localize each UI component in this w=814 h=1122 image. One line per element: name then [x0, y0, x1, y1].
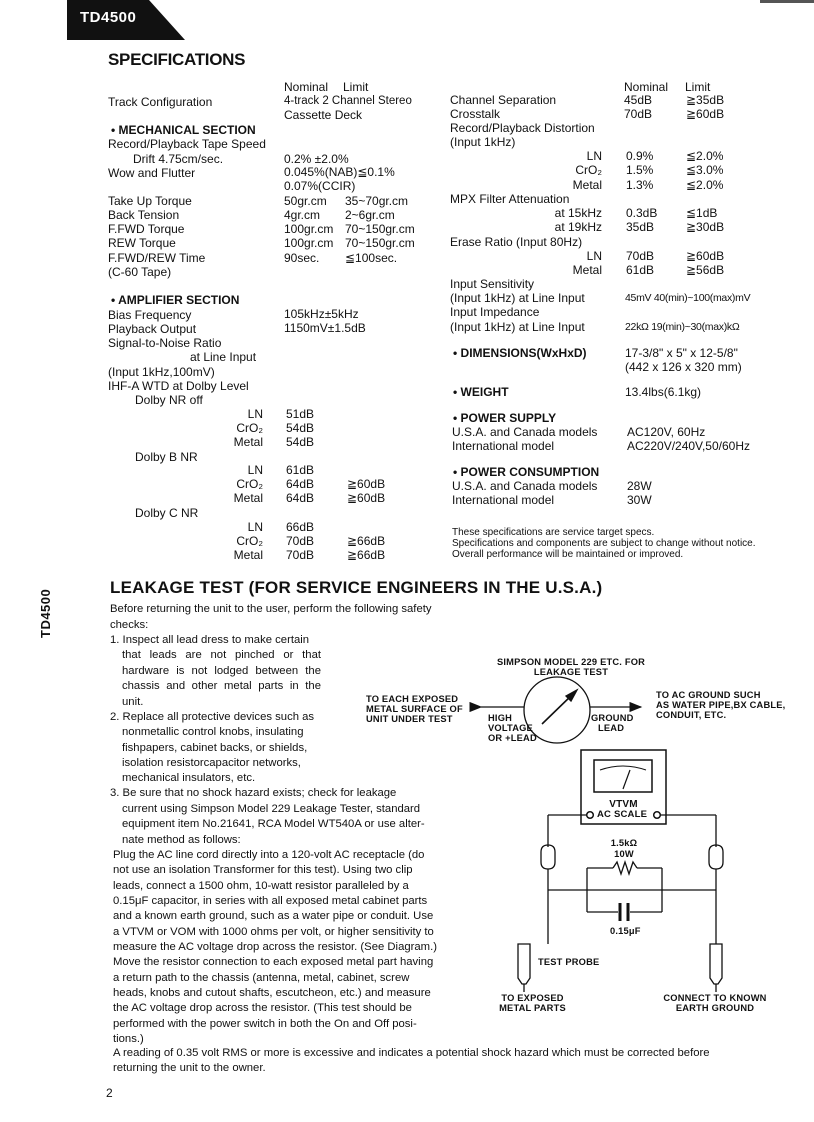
side-model-label: TD4500	[38, 588, 53, 638]
mechanical-section-heading: • MECHANICAL SECTION	[111, 123, 256, 137]
dolby-c-nominal: 70dB	[286, 534, 315, 548]
body-line: a return path to the chassis (antenna, metal, cabinet, screw	[113, 972, 410, 984]
intro-line: Before returning the unit to the user, perform the following safety	[110, 603, 432, 615]
weight-value: 13.4lbs(6.1kg)	[625, 385, 702, 399]
body-line: heads, knobs and cutout shafts, escutcheon, etc.) and measure	[113, 987, 431, 999]
body-line: tions.)	[113, 1033, 144, 1045]
body-line: 0.15μF capacitor, in series with all exposed metal cabinet parts	[113, 895, 428, 907]
left-limit-header: Limit	[343, 80, 369, 94]
wow-flutter-value-1: 0.045%(NAB)≦0.1%	[284, 165, 395, 179]
model-tab-label: TD4500	[80, 9, 137, 26]
right-limit-header: Limit	[685, 80, 711, 94]
ffwd-torque-label: F.FWD Torque	[108, 222, 185, 236]
dimensions-value-1: 17-3/8" x 5" x 12-5/8"	[625, 346, 738, 360]
final-line: returning the unit to the owner.	[113, 1062, 266, 1074]
test-probe-label: TEST PROBE	[538, 957, 600, 967]
at-line-input-label: at Line Input	[190, 350, 257, 364]
wow-flutter-value-2: 0.07%(CCIR)	[284, 179, 356, 193]
item2-line: fishpapers, cabinet backs, or shields,	[122, 742, 308, 754]
item2-line: isolation resistorcapacitor networks,	[122, 757, 301, 769]
distortion-nominal: 1.5%	[626, 163, 654, 177]
weight-heading: • WEIGHT	[453, 385, 509, 399]
power-supply-us-value: AC120V, 60Hz	[627, 425, 706, 439]
mpx-nominal: 0.3dB	[626, 206, 658, 220]
input-1khz-100mv-label: (Input 1kHz,100mV)	[108, 365, 215, 379]
input-impedance-label: Input Impedance	[450, 305, 540, 319]
to-exposed-label: METAL PARTS	[499, 1003, 566, 1013]
to-exposed-label: TO EXPOSED	[501, 993, 564, 1003]
power-supply-intl-label: International model	[452, 439, 555, 453]
dolby-b-limit: ≧60dB	[347, 491, 386, 505]
to-each-label: METAL SURFACE OF	[366, 704, 463, 714]
body-line: leads, connect a 1500 ohm, 10-watt resistor paralleled by a	[113, 880, 409, 892]
item2-line: mechanical insulators, etc.	[122, 772, 256, 784]
track-config-value-1: 4-track 2 Channel Stereo	[284, 95, 412, 107]
resistor-label: 1.5kΩ	[610, 838, 638, 848]
playback-output-value: 1150mV±1.5dB	[284, 321, 366, 335]
ffwd-torque-nominal: 100gr.cm	[284, 222, 334, 236]
body-line: performed with the power switch in both the On and Off posi-	[113, 1018, 417, 1030]
item1-line: hardware is not lodged between the	[122, 665, 321, 677]
body-line: Plug the AC line cord directly into a 120-volt AC receptacle (do	[113, 849, 425, 861]
crosstalk-limit: ≧60dB	[686, 107, 725, 121]
ihfa-wtd-label: IHF-A WTD at Dolby Level	[108, 379, 249, 393]
rew-torque-nominal: 100gr.cm	[284, 236, 334, 250]
erase-limit: ≧56dB	[686, 263, 725, 277]
item1-line: 1. Inspect all lead dress to make certain	[110, 634, 310, 646]
high-voltage-label: OR +LEAD	[488, 733, 537, 743]
page-number: 2	[106, 1086, 113, 1100]
distortion-limit: ≦2.0%	[686, 149, 724, 163]
body-line: the AC voltage drop across the resistor. (This test should be	[113, 1002, 412, 1014]
body-line: and a known earth ground, such as a water pipe or conduit. Use	[113, 910, 434, 922]
dolby-off-nominal: 54dB	[286, 421, 315, 435]
dolby-c-tape: CrO₂	[236, 534, 263, 548]
high-voltage-label: VOLTAGE	[488, 723, 533, 733]
simpson-label-2: LEAKAGE TEST	[533, 667, 609, 677]
distortion-nominal: 0.9%	[626, 149, 654, 163]
dolby-off-tape: LN	[247, 407, 263, 421]
dolby-off-nominal: 54dB	[286, 435, 315, 449]
spec-note-line: These specifications are service target specs.	[452, 527, 655, 538]
body-line: not use an isolation Transformer for this test). Using two clip	[113, 864, 413, 876]
erase-nominal: 61dB	[626, 263, 655, 277]
track-config-value-2: Cassette Deck	[284, 108, 363, 122]
spec-note-line: Specifications and components are subject to change without notice.	[452, 538, 756, 549]
test-probe-right	[710, 944, 722, 992]
resistor-symbol	[587, 862, 662, 874]
to-each-label: TO EACH EXPOSED	[366, 694, 459, 704]
dolby-b-tape: Metal	[233, 491, 263, 505]
dolby-c-nominal: 70dB	[286, 548, 315, 562]
erase-ratio-label: Erase Ratio (Input 80Hz)	[450, 235, 583, 249]
mpx-filter-label: MPX Filter Attenuation	[450, 192, 570, 206]
dolby-b-nr-label: Dolby B NR	[135, 450, 198, 464]
c60-tape-label: (C-60 Tape)	[108, 265, 172, 279]
dolby-b-tape: CrO₂	[236, 477, 263, 491]
capacitor-symbol	[587, 903, 662, 921]
impedance-line-label: (Input 1kHz) at Line Input	[450, 320, 585, 334]
dolby-b-tape: LN	[247, 463, 263, 477]
to-ac-ground-label: TO AC GROUND SUCH	[656, 690, 761, 700]
mpx-freq: at 19kHz	[554, 220, 602, 234]
to-ac-ground-label: AS WATER PIPE,BX CABLE,	[656, 700, 786, 710]
high-voltage-label: HIGH	[488, 713, 513, 723]
mpx-nominal: 35dB	[626, 220, 655, 234]
power-supply-us-label: U.S.A. and Canada models	[452, 425, 598, 439]
bias-frequency-label: Bias Frequency	[108, 308, 192, 322]
dolby-b-nominal: 64dB	[286, 477, 315, 491]
left-nominal-header: Nominal	[284, 80, 329, 94]
drift-label: Drift 4.75cm/sec.	[133, 152, 224, 166]
power-consumption-intl-label: International model	[452, 493, 555, 507]
test-probe-left	[518, 944, 530, 992]
drift-value: 0.2% ±2.0%	[284, 152, 349, 166]
takeup-torque-limit: 35~70gr.cm	[345, 194, 409, 208]
impedance-value: 22kΩ 19(min)~30(max)kΩ	[625, 321, 740, 333]
connect-earth-label: EARTH GROUND	[675, 1003, 755, 1013]
distortion-tape: Metal	[572, 178, 602, 192]
dolby-off-nominal: 51dB	[286, 407, 315, 421]
mpx-limit: ≧30dB	[686, 220, 725, 234]
power-consumption-us-value: 28W	[627, 479, 652, 493]
amplifier-section-heading: • AMPLIFIER SECTION	[111, 293, 240, 307]
item1-line: unit.	[122, 696, 144, 708]
body-line: Move the resistor connection to each exposed metal part having	[113, 956, 434, 968]
intro-line: checks:	[110, 619, 149, 631]
ffwd-torque-limit: 70~150gr.cm	[345, 222, 415, 236]
body-line: a VTVM or VOM with 1000 ohms per volt, or higher sensitivity to	[113, 926, 434, 938]
sensitivity-value: 45mV 40(min)~100(max)mV	[625, 292, 751, 304]
distortion-limit: ≦2.0%	[686, 178, 724, 192]
dolby-b-limit: ≧60dB	[347, 477, 386, 491]
channel-separation-label: Channel Separation	[450, 93, 557, 107]
ffwd-rew-time-nominal: 90sec.	[284, 251, 320, 265]
crosstalk-nominal: 70dB	[624, 107, 653, 121]
distortion-input-label: (Input 1kHz)	[450, 135, 516, 149]
tape-speed-label: Record/Playback Tape Speed	[108, 137, 266, 151]
ffwd-rew-time-limit: ≦100sec.	[345, 251, 398, 265]
ground-lead-label: GROUND	[591, 713, 634, 723]
bias-frequency-value: 105kHz±5kHz	[284, 307, 359, 321]
power-supply-heading: • POWER SUPPLY	[453, 411, 557, 425]
distortion-limit: ≦3.0%	[686, 163, 724, 177]
distortion-label: Record/Playback Distortion	[450, 121, 595, 135]
simpson-label-1: SIMPSON MODEL 229 ETC. FOR	[496, 657, 646, 667]
to-ac-ground-label: CONDUIT, ETC.	[656, 710, 727, 720]
crosstalk-label: Crosstalk	[450, 107, 501, 121]
rew-torque-limit: 70~150gr.cm	[345, 236, 415, 250]
back-tension-nominal: 4gr.cm	[284, 208, 321, 222]
item1-line: that leads are not pinched or that	[122, 649, 321, 661]
ffwd-rew-time-label: F.FWD/REW Time	[108, 251, 206, 265]
dolby-off-tape: CrO₂	[236, 421, 263, 435]
erase-nominal: 70dB	[626, 249, 655, 263]
channel-separation-limit: ≧35dB	[686, 93, 725, 107]
takeup-torque-nominal: 50gr.cm	[284, 194, 327, 208]
item2-line: 2. Replace all protective devices such as	[110, 711, 315, 723]
vtvm-label: VTVM	[609, 799, 638, 810]
ground-lead-label: LEAD	[598, 723, 625, 733]
item1-line: chassis and other metal parts in the	[122, 680, 321, 692]
channel-separation-nominal: 45dB	[624, 93, 653, 107]
final-line: A reading of 0.35 volt RMS or more is excessive and indicates a potential shock hazard which must be corrected before	[113, 1047, 710, 1059]
back-tension-limit: 2~6gr.cm	[345, 208, 395, 222]
playback-output-label: Playback Output	[108, 322, 197, 336]
erase-limit: ≧60dB	[686, 249, 725, 263]
distortion-tape: LN	[586, 149, 602, 163]
power-consumption-heading: • POWER CONSUMPTION	[453, 465, 600, 479]
input-sensitivity-label: Input Sensitivity	[450, 277, 535, 291]
item3-line: equipment item No.21641, RCA Model WT540A or use alter-	[122, 818, 425, 830]
circuit-wiring	[541, 815, 723, 944]
erase-tape: LN	[586, 249, 602, 263]
dimensions-value-2: (442 x 126 x 320 mm)	[625, 360, 742, 374]
to-each-label: UNIT UNDER TEST	[366, 714, 453, 724]
power-consumption-intl-value: 30W	[627, 493, 652, 507]
item3-line: 3. Be sure that no shock hazard exists; check for leakage	[110, 787, 397, 799]
dolby-b-nominal: 61dB	[286, 463, 315, 477]
body-line: measure the AC voltage drop across the resistor. (See Diagram.)	[113, 941, 437, 953]
mpx-freq: at 15kHz	[554, 206, 602, 220]
dolby-c-tape: Metal	[233, 548, 263, 562]
item2-line: nonmetallic control knobs, insulating	[122, 726, 304, 738]
resistor-label: 10W	[614, 849, 634, 859]
dolby-nr-off-label: Dolby NR off	[135, 393, 203, 407]
rew-torque-label: REW Torque	[108, 236, 176, 250]
item3-line: current using Simpson Model 229 Leakage Tester, standard	[122, 803, 421, 815]
back-tension-label: Back Tension	[108, 208, 180, 222]
dolby-c-tape: LN	[247, 520, 263, 534]
dolby-c-nominal: 66dB	[286, 520, 315, 534]
dolby-c-limit: ≧66dB	[347, 548, 386, 562]
item3-line: nate method as follows:	[122, 834, 241, 846]
dimensions-heading: • DIMENSIONS(WxHxD)	[453, 346, 587, 360]
right-nominal-header: Nominal	[624, 80, 669, 94]
distortion-nominal: 1.3%	[626, 178, 654, 192]
power-supply-intl-value: AC220V/240V,50/60Hz	[627, 439, 750, 453]
mpx-limit: ≦1dB	[686, 206, 718, 220]
leakage-test-heading: LEAKAGE TEST (FOR SERVICE ENGINEERS IN THE U.S.A.)	[110, 578, 603, 597]
distortion-tape: CrO₂	[575, 163, 602, 177]
specifications-heading: SPECIFICATIONS	[108, 50, 246, 69]
snr-label: Signal-to-Noise Ratio	[108, 336, 222, 350]
wow-flutter-label: Wow and Flutter	[108, 166, 196, 180]
erase-tape: Metal	[572, 263, 602, 277]
spec-note-line: Overall performance will be maintained or improved.	[452, 549, 684, 560]
connect-earth-label: CONNECT TO KNOWN	[663, 993, 767, 1003]
dolby-off-tape: Metal	[233, 435, 263, 449]
dolby-c-limit: ≧66dB	[347, 534, 386, 548]
dolby-c-nr-label: Dolby C NR	[135, 506, 199, 520]
dolby-b-nominal: 64dB	[286, 491, 315, 505]
sensitivity-line-label: (Input 1kHz) at Line Input	[450, 291, 585, 305]
capacitor-label: 0.15μF	[610, 926, 641, 936]
takeup-torque-label: Take Up Torque	[108, 194, 192, 208]
power-consumption-us-label: U.S.A. and Canada models	[452, 479, 598, 493]
track-config-label: Track Configuration	[108, 95, 213, 109]
ac-scale-label: AC SCALE	[597, 809, 648, 820]
